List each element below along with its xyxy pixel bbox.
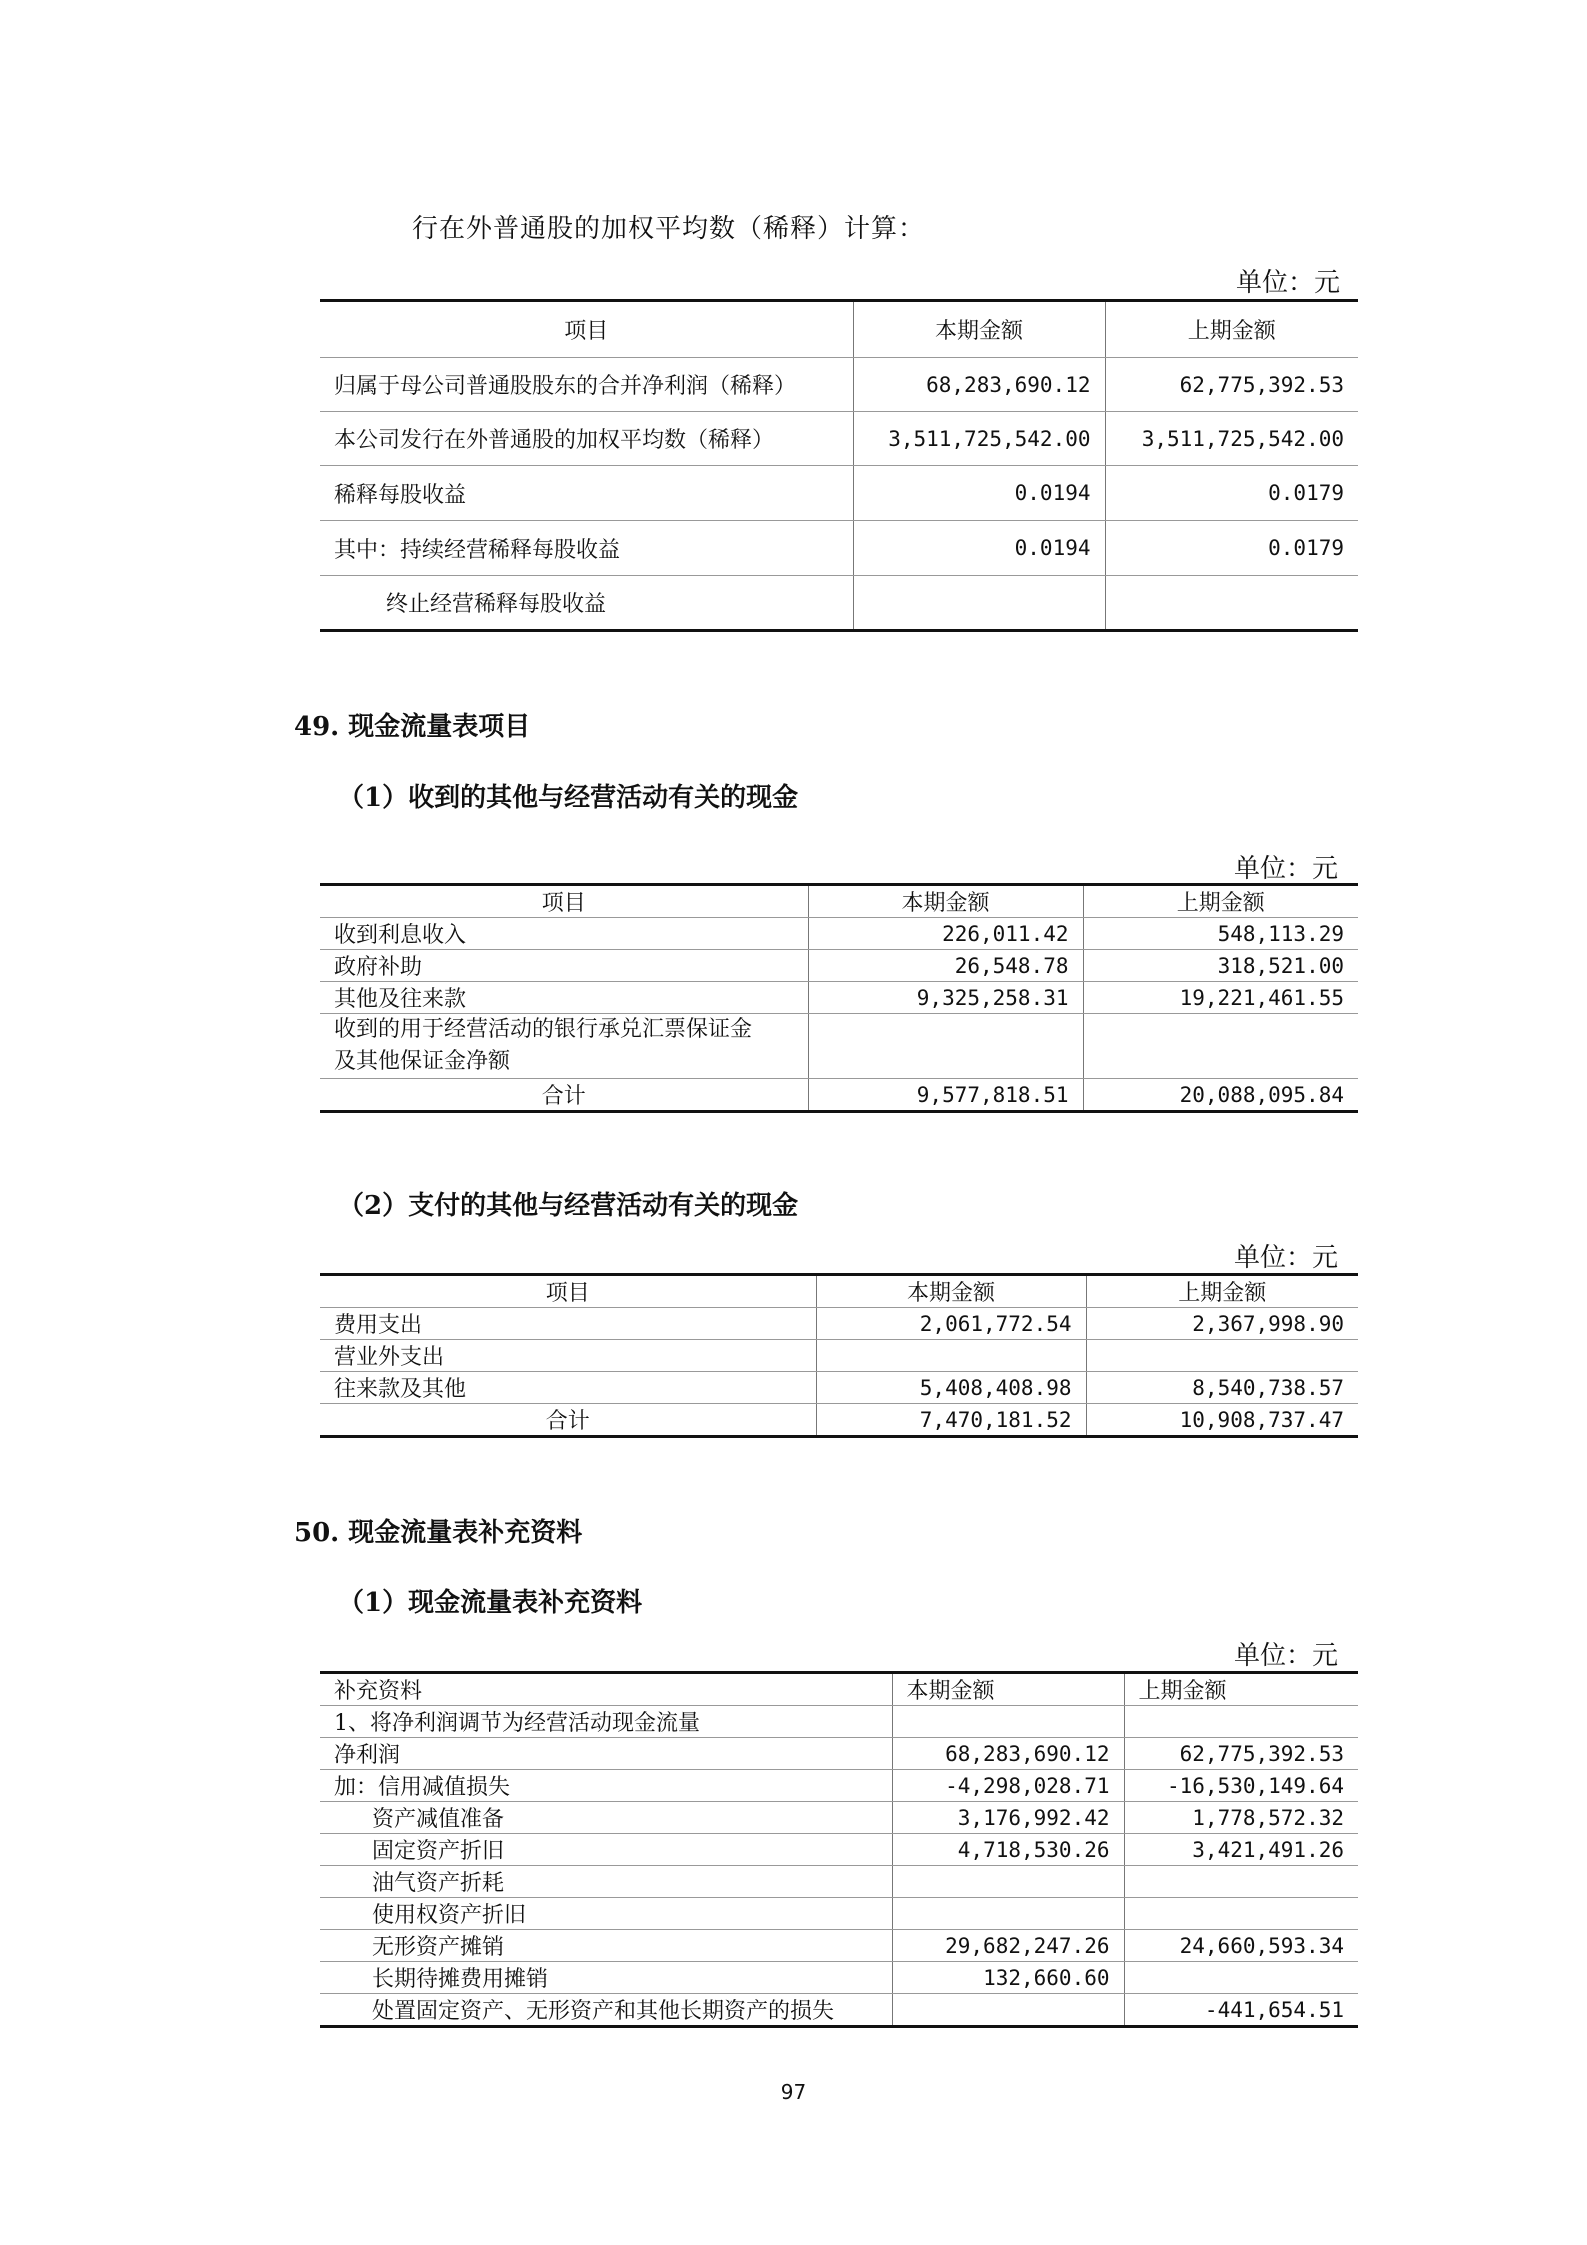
row-label: 加：信用减值损失 xyxy=(320,1770,892,1802)
table-row xyxy=(320,950,1358,982)
subsection-49-2-title: （2）支付的其他与经营活动有关的现金 xyxy=(338,1191,799,1221)
row-label: 固定资产折旧 xyxy=(320,1834,892,1866)
table-row xyxy=(320,1308,1358,1340)
header-current: 本期金额 xyxy=(853,301,1105,358)
row-prior: 2,367,998.90 xyxy=(1086,1308,1358,1340)
row-label: 收到利息收入 xyxy=(320,918,808,950)
row-label: 往来款及其他 xyxy=(320,1372,816,1404)
table-row xyxy=(320,412,1358,466)
header-prior: 上期金额 xyxy=(1083,885,1358,918)
table-row xyxy=(320,1014,1358,1079)
row-prior: 3,421,491.26 xyxy=(1124,1834,1358,1866)
table-row xyxy=(320,358,1358,412)
table-row xyxy=(320,1340,1358,1372)
row-label: 净利润 xyxy=(320,1738,892,1770)
row-label: 处置固定资产、无形资产和其他长期资产的损失 xyxy=(320,1994,892,2027)
table-row xyxy=(320,982,1358,1014)
row-label: 油气资产折耗 xyxy=(320,1866,892,1898)
row-label: 长期待摊费用摊销 xyxy=(320,1962,892,1994)
row-prior: 62,775,392.53 xyxy=(1124,1738,1358,1770)
row-label: 本公司发行在外普通股的加权平均数（稀释） xyxy=(320,412,853,466)
table-row xyxy=(320,1834,1358,1866)
row-prior: -16,530,149.64 xyxy=(1124,1770,1358,1802)
row-current: 0.0194 xyxy=(853,521,1105,576)
row-prior xyxy=(1083,1014,1358,1079)
table-row xyxy=(320,1866,1358,1898)
row-current xyxy=(816,1340,1086,1372)
row-current: 26,548.78 xyxy=(808,950,1083,982)
row-current xyxy=(892,1706,1124,1738)
row-current: 5,408,408.98 xyxy=(816,1372,1086,1404)
row-prior xyxy=(1086,1340,1358,1372)
table-header-row xyxy=(320,301,1358,358)
row-label: 使用权资产折旧 xyxy=(320,1898,892,1930)
table-row xyxy=(320,521,1358,576)
cash-paid-table xyxy=(320,1273,1358,1438)
row-prior xyxy=(1124,1866,1358,1898)
section-49-title: 49. 现金流量表项目 xyxy=(294,712,531,742)
diluted-eps-table xyxy=(320,299,1358,632)
row-label-line1: 收到的用于经营活动的银行承兑汇票保证金 xyxy=(334,1017,753,1042)
row-label xyxy=(320,1014,808,1079)
row-prior: 0.0179 xyxy=(1105,466,1358,521)
table-row xyxy=(320,1898,1358,1930)
table-row xyxy=(320,918,1358,950)
header-prior: 上期金额 xyxy=(1086,1275,1358,1308)
table-row xyxy=(320,1770,1358,1802)
row-current: 0.0194 xyxy=(853,466,1105,521)
table-row xyxy=(320,576,1358,631)
row-prior: 318,521.00 xyxy=(1083,950,1358,982)
row-label: 终止经营稀释每股收益 xyxy=(320,576,853,631)
row-prior: 548,113.29 xyxy=(1083,918,1358,950)
table-row xyxy=(320,466,1358,521)
row-current: 9,325,258.31 xyxy=(808,982,1083,1014)
table-row xyxy=(320,1706,1358,1738)
total-current: 7,470,181.52 xyxy=(816,1404,1086,1437)
row-label: 归属于母公司普通股股东的合并净利润（稀释） xyxy=(320,358,853,412)
total-prior: 10,908,737.47 xyxy=(1086,1404,1358,1437)
header-item: 项目 xyxy=(320,301,853,358)
header-current: 本期金额 xyxy=(808,885,1083,918)
row-prior: 0.0179 xyxy=(1105,521,1358,576)
row-label-line2: 及其他保证金净额 xyxy=(334,1049,511,1074)
row-current: 29,682,247.26 xyxy=(892,1930,1124,1962)
total-current: 9,577,818.51 xyxy=(808,1079,1083,1112)
subsection-50-1-title: （1）现金流量表补充资料 xyxy=(338,1588,643,1618)
table-row xyxy=(320,1930,1358,1962)
table2-unit: 单位：元 xyxy=(1234,854,1339,884)
table-row xyxy=(320,1994,1358,2027)
row-current xyxy=(808,1014,1083,1079)
row-current: 132,660.60 xyxy=(892,1962,1124,1994)
section-50-title: 50. 现金流量表补充资料 xyxy=(294,1518,583,1548)
table-header-row xyxy=(320,885,1358,918)
total-prior: 20,088,095.84 xyxy=(1083,1079,1358,1112)
header-item: 补充资料 xyxy=(320,1673,892,1706)
row-current: 3,511,725,542.00 xyxy=(853,412,1105,466)
row-label: 资产减值准备 xyxy=(320,1802,892,1834)
table-row xyxy=(320,1738,1358,1770)
header-item: 项目 xyxy=(320,885,808,918)
row-label: 1、将净利润调节为经营活动现金流量 xyxy=(320,1706,892,1738)
header-prior: 上期金额 xyxy=(1124,1673,1358,1706)
row-current: 4,718,530.26 xyxy=(892,1834,1124,1866)
table-row xyxy=(320,1962,1358,1994)
total-label: 合计 xyxy=(320,1079,808,1112)
row-current xyxy=(892,1866,1124,1898)
row-current: 2,061,772.54 xyxy=(816,1308,1086,1340)
row-current: 68,283,690.12 xyxy=(853,358,1105,412)
row-current: -4,298,028.71 xyxy=(892,1770,1124,1802)
table-row xyxy=(320,1372,1358,1404)
table1-unit: 单位：元 xyxy=(1236,268,1341,298)
subsection-49-1-title: （1）收到的其他与经营活动有关的现金 xyxy=(338,783,799,813)
row-prior: 24,660,593.34 xyxy=(1124,1930,1358,1962)
row-prior: 3,511,725,542.00 xyxy=(1105,412,1358,466)
header-current: 本期金额 xyxy=(892,1673,1124,1706)
row-prior: 1,778,572.32 xyxy=(1124,1802,1358,1834)
cash-received-table xyxy=(320,883,1358,1113)
row-current xyxy=(892,1994,1124,2027)
row-prior xyxy=(1124,1962,1358,1994)
page-number: 97 xyxy=(780,2080,807,2104)
table-total-row xyxy=(320,1404,1358,1437)
row-label: 费用支出 xyxy=(320,1308,816,1340)
cash-flow-supplement-table xyxy=(320,1671,1358,2028)
table4-unit: 单位：元 xyxy=(1234,1641,1339,1671)
row-label: 稀释每股收益 xyxy=(320,466,853,521)
row-prior: 8,540,738.57 xyxy=(1086,1372,1358,1404)
row-current: 226,011.42 xyxy=(808,918,1083,950)
row-prior xyxy=(1124,1898,1358,1930)
row-label: 其中：持续经营稀释每股收益 xyxy=(320,521,853,576)
table-header-row xyxy=(320,1673,1358,1706)
table-total-row xyxy=(320,1079,1358,1112)
header-item: 项目 xyxy=(320,1275,816,1308)
table-row xyxy=(320,1802,1358,1834)
row-label: 政府补助 xyxy=(320,950,808,982)
total-label: 合计 xyxy=(320,1404,816,1437)
table3-unit: 单位：元 xyxy=(1234,1243,1339,1273)
intro-text: 行在外普通股的加权平均数（稀释）计算： xyxy=(412,214,926,244)
row-label: 其他及往来款 xyxy=(320,982,808,1014)
header-prior: 上期金额 xyxy=(1105,301,1358,358)
row-prior xyxy=(1105,576,1358,631)
row-label: 营业外支出 xyxy=(320,1340,816,1372)
row-current: 68,283,690.12 xyxy=(892,1738,1124,1770)
row-prior: -441,654.51 xyxy=(1124,1994,1358,2027)
row-prior: 62,775,392.53 xyxy=(1105,358,1358,412)
row-prior xyxy=(1124,1706,1358,1738)
row-label: 无形资产摊销 xyxy=(320,1930,892,1962)
header-current: 本期金额 xyxy=(816,1275,1086,1308)
row-prior: 19,221,461.55 xyxy=(1083,982,1358,1014)
row-current xyxy=(853,576,1105,631)
row-current: 3,176,992.42 xyxy=(892,1802,1124,1834)
table-header-row xyxy=(320,1275,1358,1308)
row-current xyxy=(892,1898,1124,1930)
